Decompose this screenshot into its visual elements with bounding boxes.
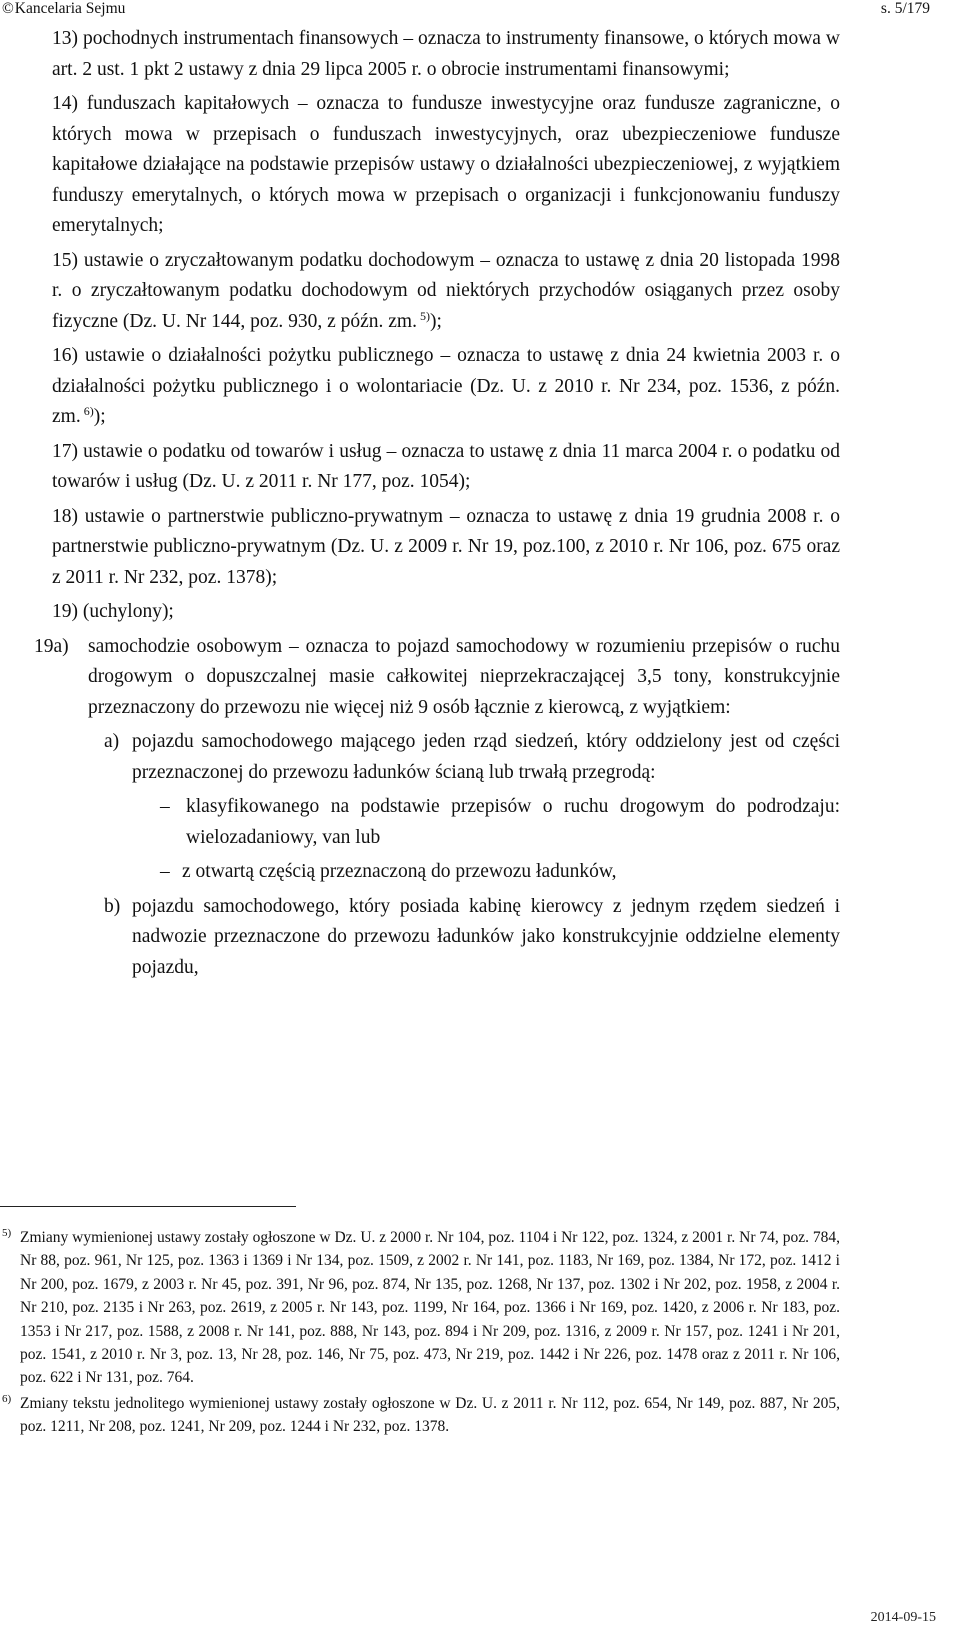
footnote-label: 6)	[2, 1392, 12, 1405]
item-text: pochodnych instrumentach finansowych – oznacza to instrumenty finansowe, o których mowa w art. 2 ust. 1 pkt 2 ustawy z dnia 29 lipca 2005 r. o obrocie instrumentami finansowymi;	[52, 28, 841, 80]
item-label: 16)	[52, 345, 78, 366]
sub-item-text: pojazdu samochodowego, który posiada kabinę kierowcy z jednym rzędem siedzeń i nadwozie przeznaczone do przewozu ładunków jako konstrukcyjnie oddzielne elementy pojazdu,	[132, 895, 840, 978]
item-text: ustawie o zryczałtowanym podatku dochodowym – oznacza to ustawę z dnia 20 listopada 1998 r. o zryczałtowanym podatku dochodowym od niektórych przychodów osiąganych przez osoby fizyczne (Dz. U. Nr 144, poz. 930, z późn. zm.	[52, 249, 841, 332]
dash-item-1	[0, 792, 960, 853]
copyright-symbol: ©	[2, 0, 14, 17]
item-label: 14)	[52, 93, 78, 114]
page-header-left	[2, 0, 125, 18]
dash-item-text: klasyfikowanego na podstawie przepisów o ruchu drogowym do podrodzaju: wielozadaniowy, van lub	[186, 796, 840, 848]
publisher-name: Kancelaria Sejmu	[14, 0, 126, 17]
item-text: samochodzie osobowym – oznacza to pojazd samochodowy w rozumieniu przepisów o ruchu drogowym o dopuszczalnej masie całkowitej nieprzekraczającej 3,5 tony, konstrukcyjnie przeznaczony do przewozu nie więcej niż 9 osób łącznie z kierowcą, z wyjątkiem:	[88, 635, 840, 718]
item-text-tail: );	[93, 406, 106, 427]
footnote-text: Zmiany tekstu jednolitego wymienionej ustawy zostały ogłoszone w Dz. U. z 2011 r. Nr 112, poz. 654, Nr 149, poz. 887, Nr 205, poz. 1211, Nr 208, poz. 1241, Nr 209, poz. 1244 i Nr 232, poz. 1378.	[20, 1394, 840, 1436]
list-item-17	[0, 437, 960, 498]
list-item-18	[0, 502, 960, 594]
footnotes	[0, 1226, 960, 1441]
item-label: 19)	[52, 601, 78, 622]
dash-marker: –	[160, 861, 170, 882]
list-item-15	[0, 246, 960, 338]
sub-item-a	[0, 727, 960, 788]
list-item-13	[0, 24, 960, 85]
page-number: s. 5/179	[880, 0, 930, 17]
item-label: 18)	[52, 505, 78, 527]
item-text-tail: );	[429, 310, 442, 332]
item-text: ustawie o działalności pożytku publicznego – oznacza to ustawę z dnia 24 kwietnia 2003 r. o działalności pożytku publicznego i o wolontariacie (Dz. U. z 2010 r. Nr 234, poz. 1536, z późn. zm.	[52, 345, 841, 427]
dash-item-text: z otwartą częścią przeznaczoną do przewozu ładunków,	[182, 861, 617, 882]
document-date: 2014-09-15	[870, 1610, 936, 1625]
list-item-19	[0, 597, 960, 628]
dash-marker: –	[160, 796, 170, 817]
item-label: 15)	[52, 249, 78, 271]
item-label: 19a)	[34, 635, 69, 657]
sub-item-label: b)	[104, 895, 121, 917]
footnote-6	[0, 1392, 960, 1439]
list-item-14	[0, 89, 960, 242]
footnote-ref: 5)	[419, 308, 430, 323]
sub-item-b	[0, 892, 960, 984]
footnote-label: 5)	[2, 1227, 12, 1239]
list-item-19a	[0, 632, 960, 724]
list-item-16	[0, 341, 960, 433]
footnote-separator	[0, 1206, 296, 1207]
item-text: funduszach kapitałowych – oznacza to fundusze inwestycyjne oraz fundusze zagraniczne, o których mowa w przepisach o funduszach inwestycyjnych, oraz ubezpieczeniowe fundusze kapitałowe działające na podstawie przepisów ustawy o działalności ubezpieczeniowej, z wyjątkiem funduszy emerytalnych, o których mowa w przepisach o organizacji i funkcjonowaniu funduszy emerytalnych;	[52, 93, 840, 236]
sub-item-text: pojazdu samochodowego mającego jeden rząd siedzeń, który oddzielony jest od części przeznaczonej do przewozu ładunków ścianą lub trwałą przegrodą:	[132, 731, 840, 783]
footnote-text: Zmiany wymienionej ustawy zostały ogłoszone w Dz. U. z 2000 r. Nr 104, poz. 1104 i Nr 122, poz. 1324, z 2001 r. Nr 74, poz. 784, Nr 88, poz. 961, Nr 125, poz. 1363 i 1369 i Nr 134, poz. 1509, z 2002 r. Nr 141, poz. 1183, Nr 169, poz. 1384, Nr 172, poz. 1412 i Nr 200, poz. 1679, z 2003 r. Nr 45, poz. 391, Nr 96, poz. 874, Nr 135, poz. 1268, Nr 137, poz. 1302 i Nr 202, poz. 1958, z 2004 r. Nr 210, poz. 2135 i Nr 263, poz. 2619, z 2005 r. Nr 143, poz. 1199, Nr 164, poz. 1366 i Nr 169, poz. 1420, z 2006 r. Nr 183, poz. 1353 i Nr 217, poz. 1588, z 2008 r. Nr 141, poz. 888, Nr 143, poz. 894 i Nr 209, poz. 1316, z 2009 r. Nr 157, poz. 1241 i Nr 201, poz. 1541, z 2010 r. Nr 3, poz. 13, Nr 28, poz. 146, Nr 75, poz. 473, Nr 219, poz. 1442 i Nr 226, poz. 1478 oraz z 2011 r. Nr 106, poz. 622 i Nr 131, poz. 764.	[20, 1229, 840, 1387]
item-label: 17)	[52, 440, 78, 462]
item-text: (uchylony);	[82, 601, 174, 622]
item-text: ustawie o podatku od towarów i usług – oznacza to ustawę z dnia 11 marca 2004 r. o podatku od towarów i usług (Dz. U. z 2011 r. Nr 177, poz. 1054);	[52, 440, 841, 492]
footnote-ref: 6)	[83, 404, 94, 418]
item-text: ustawie o partnerstwie publiczno-prywatnym – oznacza to ustawę z dnia 19 grudnia 2008 r. o partnerstwie publiczno-prywatnym (Dz. U. z 2009 r. Nr 19, poz.100, z 2010 r. Nr 106, poz. 675 oraz z 2011 r. Nr 232, poz. 1378);	[52, 505, 841, 588]
sub-item-label: a)	[104, 731, 120, 752]
footnote-5	[0, 1226, 960, 1390]
document-body	[0, 24, 960, 987]
dash-item-2	[0, 857, 960, 888]
item-label: 13)	[52, 28, 78, 49]
